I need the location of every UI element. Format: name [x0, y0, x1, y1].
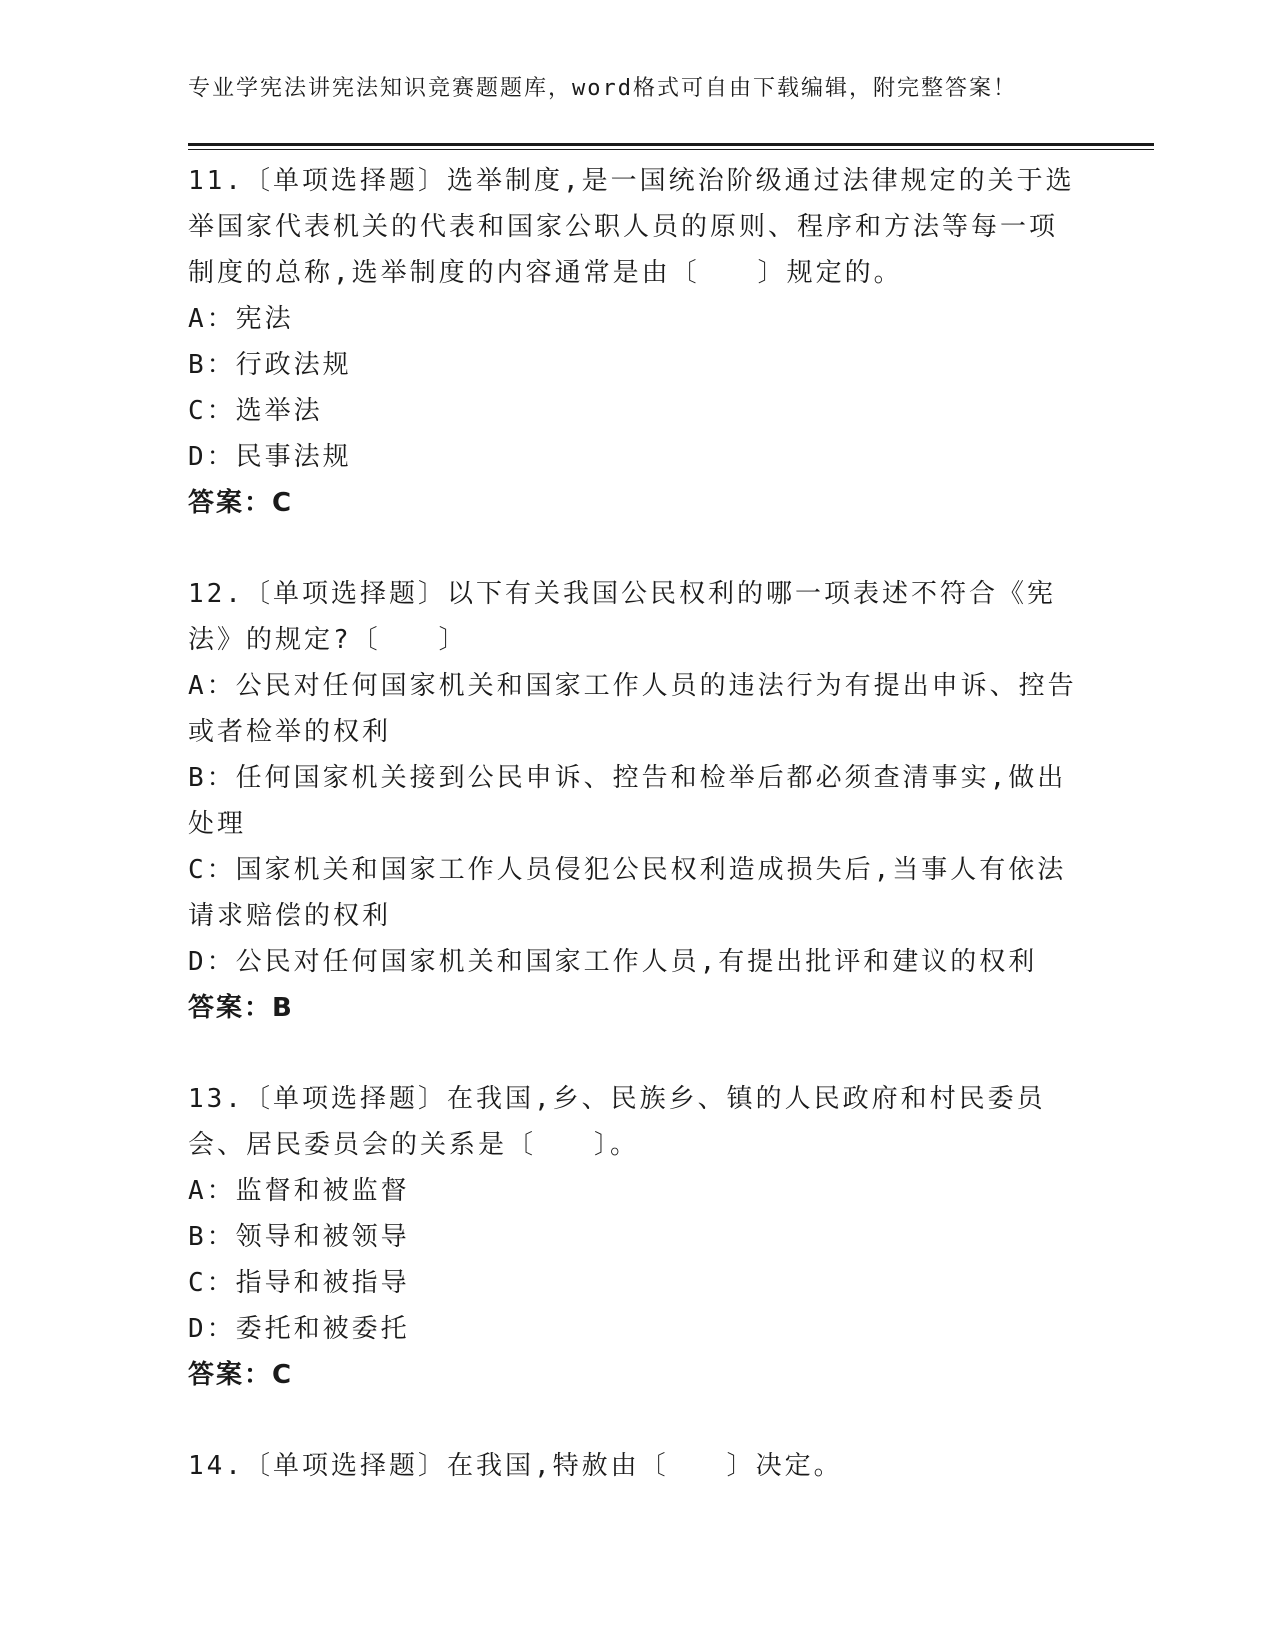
header-divider-thick: [188, 143, 1154, 146]
option-text: 宪法: [235, 304, 294, 334]
option-letter: A：: [188, 304, 236, 334]
answer-line: 答案：B: [188, 993, 294, 1023]
option-letter: C：: [188, 855, 236, 885]
question-13: [188, 1076, 1078, 1398]
option-text: 任何国家机关接到公民申诉、控告和检举后都必须查清事实,做出处理: [188, 763, 1067, 839]
answer-line: 答案：C: [188, 1360, 294, 1390]
option-d: [188, 1306, 1078, 1352]
option-text: 领导和被领导: [235, 1222, 410, 1252]
option-b: [188, 1214, 1078, 1260]
option-text: 委托和被委托: [235, 1314, 410, 1344]
option-d: [188, 434, 1078, 480]
option-letter: D：: [188, 1314, 236, 1344]
option-letter: C：: [188, 1268, 236, 1298]
question-stem: 11.〔单项选择题〕选举制度,是一国统治阶级通过法律规定的关于选举国家代表机关的代表和国家公职人员的原则、程序和方法等每一项制度的总称,选举制度的内容通常是由〔 〕规定的。: [188, 166, 1075, 288]
option-letter: B：: [188, 763, 236, 793]
option-b: [188, 755, 1078, 847]
option-text: 公民对任何国家机关和国家工作人员,有提出批评和建议的权利: [235, 947, 1038, 977]
option-letter: A：: [188, 1176, 236, 1206]
option-text: 民事法规: [235, 442, 352, 472]
answer-line: 答案：C: [188, 488, 294, 518]
option-letter: B：: [188, 350, 236, 380]
header-divider-thin: [188, 149, 1154, 150]
question-list: [188, 158, 1078, 1534]
option-letter: D：: [188, 442, 236, 472]
option-text: 监督和被监督: [235, 1176, 410, 1206]
option-a: [188, 663, 1078, 755]
option-text: 选举法: [235, 396, 323, 426]
option-letter: D：: [188, 947, 236, 977]
option-b: [188, 342, 1078, 388]
option-text: 指导和被指导: [235, 1268, 410, 1298]
question-14: [188, 1443, 1078, 1489]
question-stem: 13.〔单项选择题〕在我国,乡、民族乡、镇的人民政府和村民委员会、居民委员会的关系是〔 〕。: [188, 1084, 1046, 1160]
question-stem: 14.〔单项选择题〕在我国,特赦由〔 〕决定。: [188, 1451, 843, 1481]
question-stem: 12.〔单项选择题〕以下有关我国公民权利的哪一项表述不符合《宪法》的规定?〔 〕: [188, 579, 1056, 655]
option-c: [188, 388, 1078, 434]
option-a: [188, 296, 1078, 342]
option-c: [188, 847, 1078, 939]
question-12: [188, 571, 1078, 1031]
option-letter: A：: [188, 671, 236, 701]
question-11: [188, 158, 1078, 526]
page-header: 专业学宪法讲宪法知识竞赛题题库，word格式可自由下载编辑，附完整答案！: [188, 76, 1017, 101]
option-letter: B：: [188, 1222, 236, 1252]
option-a: [188, 1168, 1078, 1214]
option-text: 公民对任何国家机关和国家工作人员的违法行为有提出申诉、控告或者检举的权利: [188, 671, 1077, 747]
option-text: 国家机关和国家工作人员侵犯公民权利造成损失后,当事人有依法请求赔偿的权利: [188, 855, 1067, 931]
option-c: [188, 1260, 1078, 1306]
option-letter: C：: [188, 396, 236, 426]
option-d: [188, 939, 1078, 985]
option-text: 行政法规: [235, 350, 352, 380]
